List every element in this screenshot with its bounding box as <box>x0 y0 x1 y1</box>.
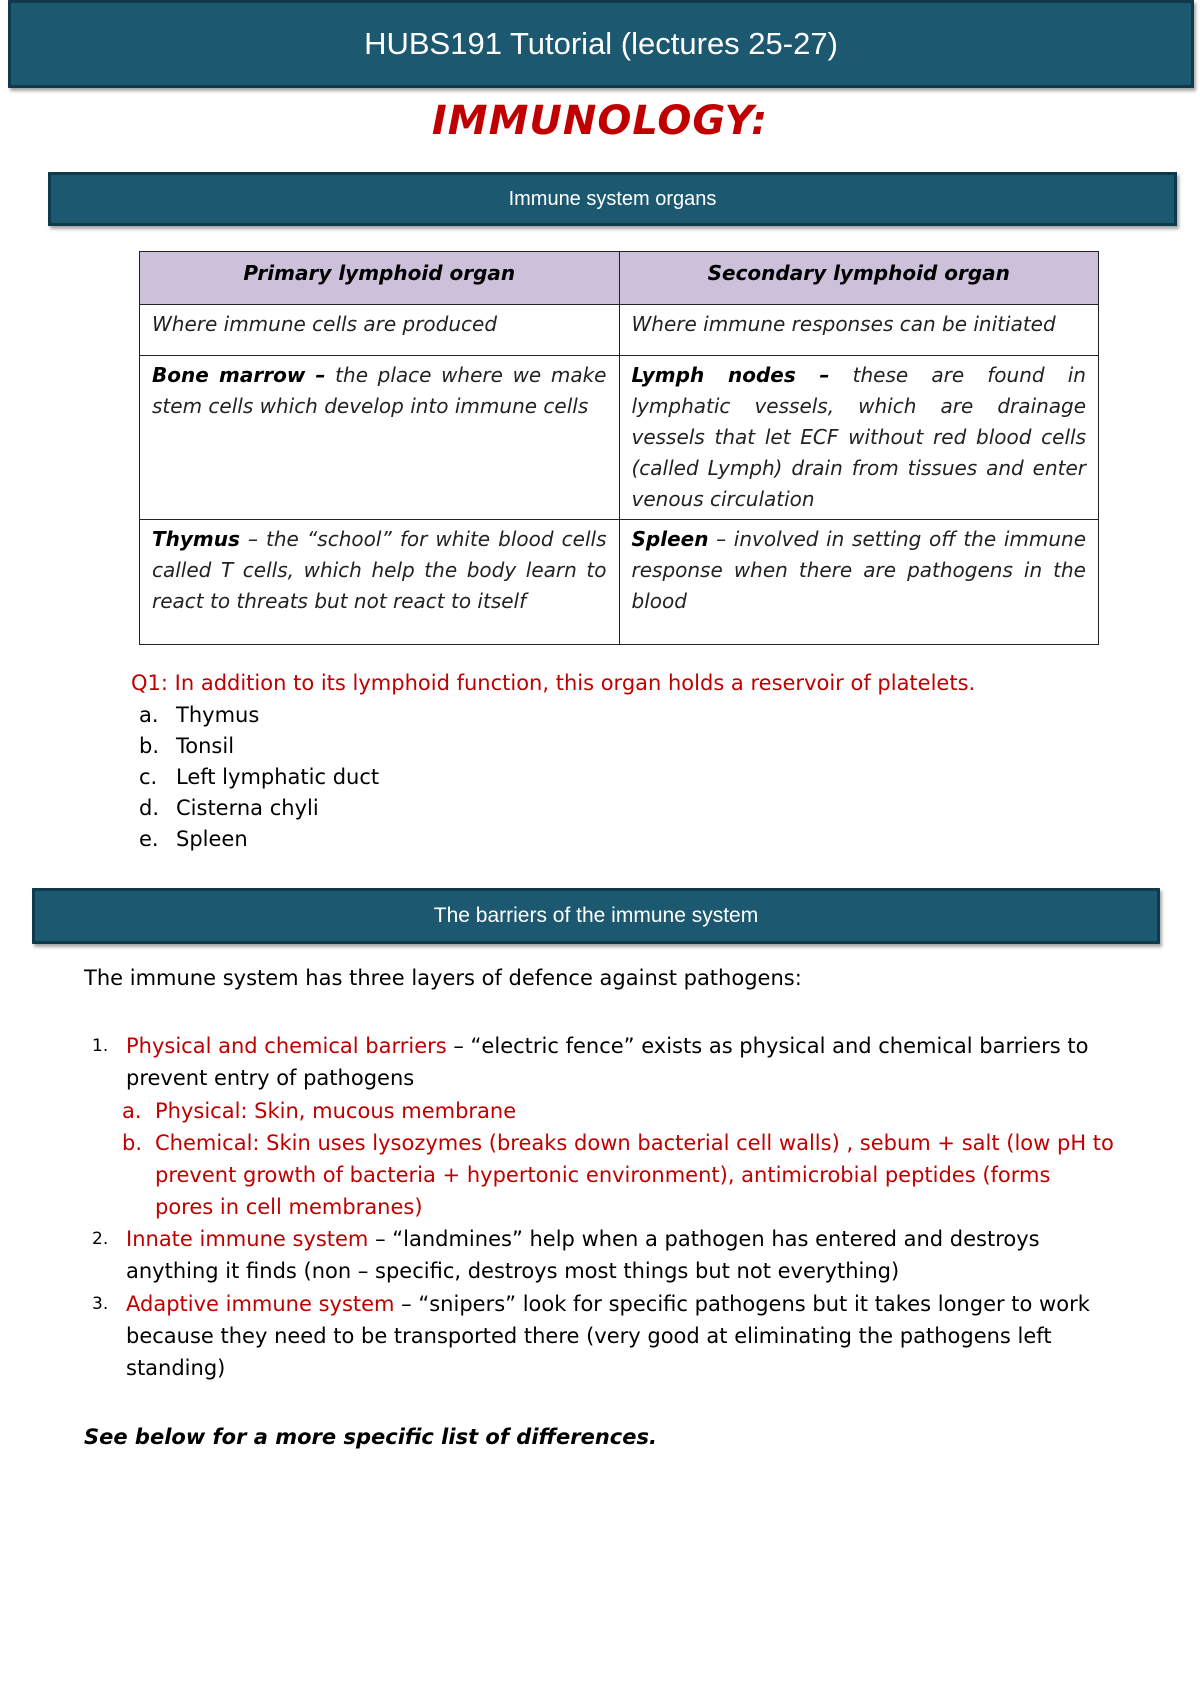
option-text: Spleen <box>176 827 248 851</box>
desc-bone-marrow: the place where we make stem cells which develop into immune cells <box>152 363 607 418</box>
table-header-row <box>140 252 1099 305</box>
cell-thymus <box>140 520 620 645</box>
section-title: The barriers of the immune system <box>433 904 759 927</box>
main-heading: IMMUNOLOGY: <box>431 98 769 144</box>
item-label: Adaptive immune system <box>126 1292 395 1316</box>
sub-item-text: Chemical: Skin uses lysozymes (breaks down bacterial cell walls) , sebum + salt (low pH to prevent growth of bacteria + hypertonic environment), antimicrobial peptides (forms pores in cell membranes) <box>155 1131 1114 1219</box>
term-thymus: Thymus <box>152 527 240 551</box>
term-bone-marrow: Bone marrow – <box>152 363 326 387</box>
desc-thymus: – the “school” for white blood cells called T cells, which help the body learn to react to threats but not react to itself <box>152 527 607 613</box>
item-number: 1. <box>92 1036 109 1056</box>
cell-spleen <box>619 520 1099 645</box>
section-title: Immune system organs <box>508 188 717 210</box>
term-spleen: Spleen <box>631 527 709 551</box>
answer-options <box>139 700 379 855</box>
table-row <box>140 305 1099 356</box>
option-text: Left lymphatic duct <box>176 765 380 789</box>
item-text: – “electric fence” exists as physical and chemical barriers to prevent entry of pathogens <box>126 1034 1089 1090</box>
sub-item-physical <box>84 1095 1114 1127</box>
sub-item-letter: b. <box>122 1131 143 1155</box>
option-letter: a. <box>139 703 159 727</box>
desc-spleen: – involved in setting off the immune response when there are pathogens in the blood <box>631 527 1086 613</box>
lymphoid-organs-table <box>139 251 1099 645</box>
option-text: Tonsil <box>176 734 235 758</box>
defence-layers-list <box>84 1030 1114 1385</box>
item-text: – “landmines” help when a pathogen has entered and destroys anything it finds (non – specific, destroys most things but not everything) <box>126 1227 1040 1283</box>
answer-option <box>139 824 379 855</box>
item-text: – “snipers” look for specific pathogens but it takes longer to work because they need to be transported there (very good at eliminating the pathogens left standing) <box>126 1292 1090 1380</box>
option-text: Thymus <box>176 703 260 727</box>
answer-option <box>139 762 379 793</box>
option-letter: e. <box>139 827 159 851</box>
sub-item-chemical <box>84 1127 1114 1223</box>
sub-item-text: Physical: Skin, mucous membrane <box>155 1099 517 1123</box>
item-number: 3. <box>92 1294 109 1314</box>
table-row <box>140 356 1099 520</box>
list-item <box>84 1288 1114 1384</box>
cell-lymph-nodes <box>619 356 1099 520</box>
option-letter: c. <box>139 765 158 789</box>
footnote: See below for a more specific list of differences. <box>84 1425 657 1449</box>
answer-option <box>139 793 379 824</box>
sub-item-letter: a. <box>122 1099 142 1123</box>
document-title: HUBS191 Tutorial (lectures 25-27) <box>364 26 838 61</box>
intro-paragraph: The immune system has three layers of defence against pathogens: <box>84 966 802 990</box>
option-letter: b. <box>139 734 160 758</box>
question-text: Q1: In addition to its lymphoid function, this organ holds a reservoir of platelets. <box>131 671 976 695</box>
section-header-organs <box>48 172 1177 226</box>
item-number: 2. <box>92 1229 109 1249</box>
list-item <box>84 1223 1114 1287</box>
column-header-primary: Primary lymphoid organ <box>140 252 620 305</box>
term-lymph-nodes: Lymph nodes – <box>631 363 830 387</box>
list-item <box>84 1030 1114 1094</box>
definition-secondary: Where immune responses can be initiated <box>619 305 1099 356</box>
answer-option <box>139 731 379 762</box>
column-header-secondary: Secondary lymphoid organ <box>619 252 1099 305</box>
item-label: Innate immune system <box>126 1227 369 1251</box>
section-header-barriers <box>32 888 1160 944</box>
answer-option <box>139 700 379 731</box>
item-label: Physical and chemical barriers <box>126 1034 447 1058</box>
desc-lymph-nodes: these are found in lymphatic vessels, which are drainage vessels that let ECF without red blood cells (called Lymph) drain from tissues and enter venous circulation <box>631 363 1086 511</box>
document-title-bar <box>8 0 1194 88</box>
cell-bone-marrow <box>140 356 620 520</box>
option-text: Cisterna chyli <box>176 796 319 820</box>
table-row <box>140 520 1099 645</box>
definition-primary: Where immune cells are produced <box>140 305 620 356</box>
option-letter: d. <box>139 796 160 820</box>
